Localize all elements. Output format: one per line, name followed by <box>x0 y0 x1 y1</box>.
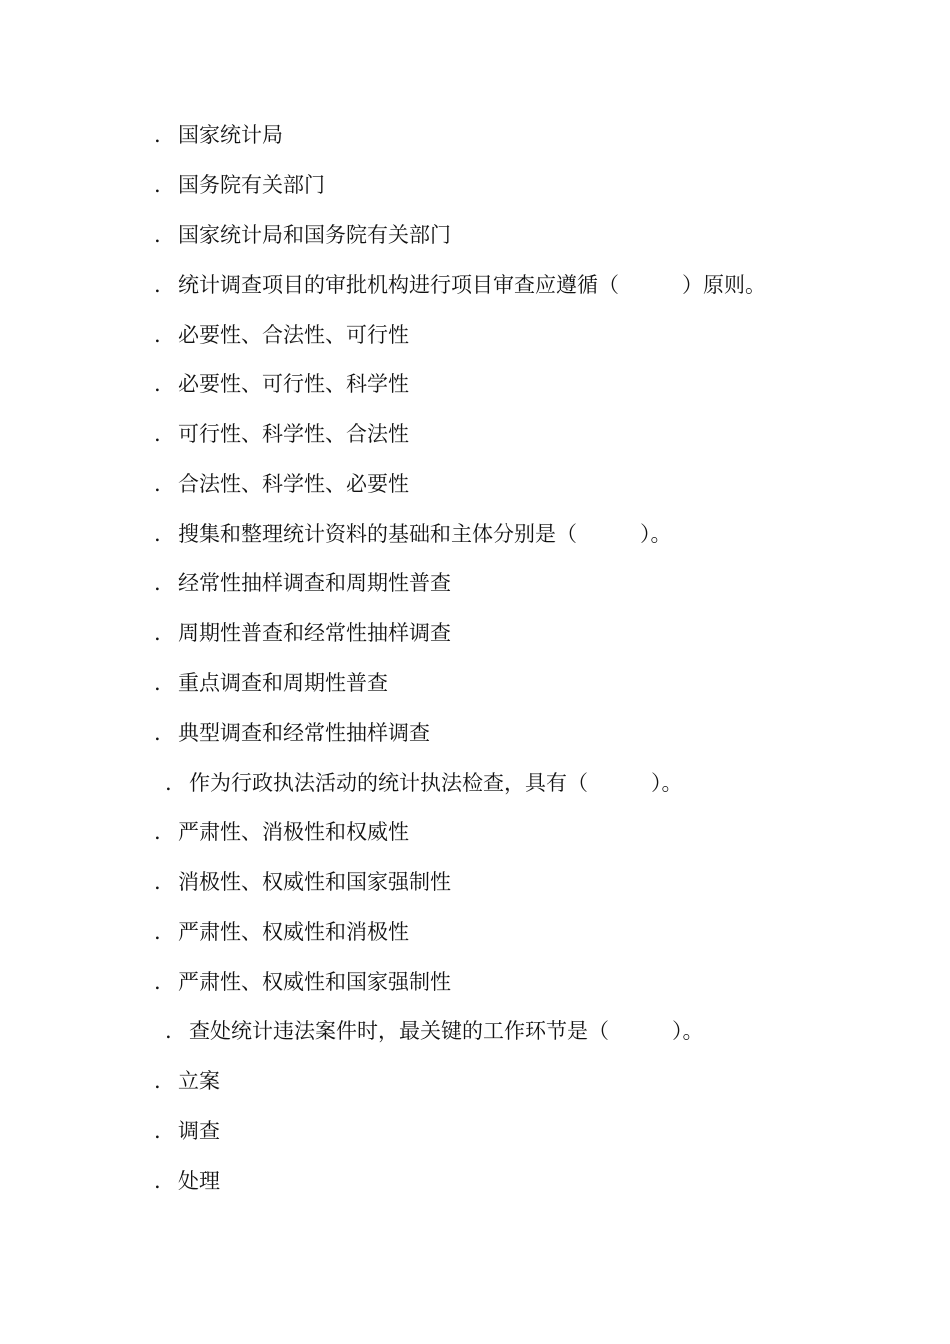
line-text: 严肃性、权威性和国家强制性 <box>178 970 451 994</box>
line-text: 严肃性、权威性和消极性 <box>178 920 409 944</box>
list-marker: . <box>154 721 161 745</box>
list-marker: . <box>154 422 161 446</box>
list-marker: . <box>165 771 172 795</box>
question-text <box>154 271 766 299</box>
line-text: 消极性、权威性和国家强制性 <box>178 870 451 894</box>
answer-option <box>154 569 451 597</box>
line-text: 搜集和整理统计资料的基础和主体分别是（ ）。 <box>178 522 672 546</box>
line-text: 重点调查和周期性普查 <box>178 671 388 695</box>
line-text: 典型调查和经常性抽样调查 <box>178 721 430 745</box>
list-marker: . <box>154 1119 161 1143</box>
question-text <box>165 769 683 797</box>
line-text: 处理 <box>178 1169 220 1193</box>
question-text <box>154 520 672 548</box>
line-text: 国家统计局 <box>178 123 283 147</box>
list-marker: . <box>154 571 161 595</box>
line-text: 可行性、科学性、合法性 <box>178 422 409 446</box>
answer-option <box>154 918 409 946</box>
list-marker: . <box>154 123 161 147</box>
answer-option <box>154 370 409 398</box>
list-marker: . <box>154 820 161 844</box>
answer-option <box>154 171 325 199</box>
answer-option <box>154 968 451 996</box>
answer-option <box>154 619 451 647</box>
list-marker: . <box>154 870 161 894</box>
answer-option <box>154 121 283 149</box>
answer-option <box>154 1067 220 1095</box>
list-marker: . <box>154 223 161 247</box>
list-marker: . <box>154 472 161 496</box>
line-text: 调查 <box>178 1119 220 1143</box>
list-marker: . <box>154 1169 161 1193</box>
answer-option <box>154 1117 220 1145</box>
line-text: 国家统计局和国务院有关部门 <box>178 223 451 247</box>
line-text: 周期性普查和经常性抽样调查 <box>178 621 451 645</box>
list-marker: . <box>154 621 161 645</box>
line-text: 严肃性、消极性和权威性 <box>178 820 409 844</box>
list-marker: . <box>154 173 161 197</box>
line-text: 必要性、合法性、可行性 <box>178 323 409 347</box>
answer-option <box>154 868 451 896</box>
line-text: 立案 <box>178 1069 220 1093</box>
line-text: 国务院有关部门 <box>178 173 325 197</box>
line-text: 经常性抽样调查和周期性普查 <box>178 571 451 595</box>
list-marker: . <box>154 522 161 546</box>
answer-option <box>154 321 409 349</box>
line-text: 查处统计违法案件时，最关键的工作环节是（ ）。 <box>189 1019 704 1043</box>
answer-option <box>154 818 409 846</box>
line-text: 必要性、可行性、科学性 <box>178 372 409 396</box>
question-text <box>165 1017 704 1045</box>
answer-option <box>154 669 388 697</box>
line-text: 作为行政执法活动的统计执法检查，具有（ ）。 <box>189 771 683 795</box>
list-marker: . <box>154 970 161 994</box>
list-marker: . <box>154 323 161 347</box>
answer-option <box>154 420 409 448</box>
list-marker: . <box>154 671 161 695</box>
list-marker: . <box>154 273 161 297</box>
line-text: 合法性、科学性、必要性 <box>178 472 409 496</box>
answer-option <box>154 719 430 747</box>
line-text: 统计调查项目的审批机构进行项目审查应遵循（ ）原则。 <box>178 273 766 297</box>
answer-option <box>154 470 409 498</box>
answer-option <box>154 221 451 249</box>
list-marker: . <box>165 1019 172 1043</box>
answer-option <box>154 1167 220 1195</box>
list-marker: . <box>154 920 161 944</box>
list-marker: . <box>154 372 161 396</box>
list-marker: . <box>154 1069 161 1093</box>
